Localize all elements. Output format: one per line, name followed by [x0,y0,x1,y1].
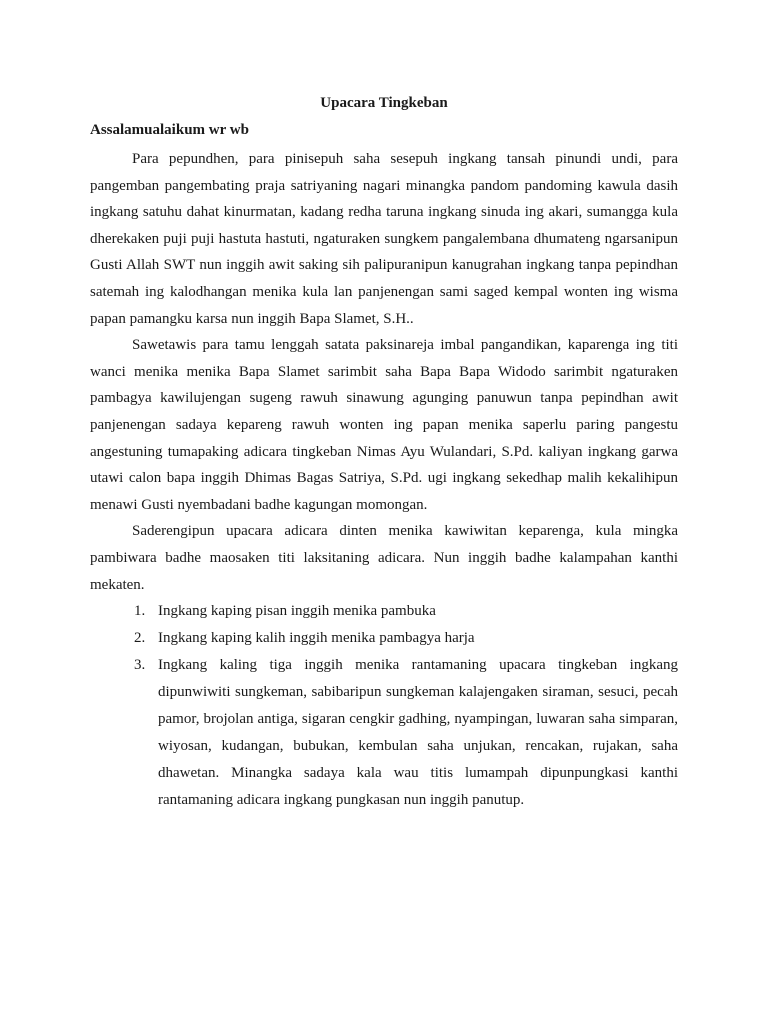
list-item [90,652,678,814]
greeting-line: Assalamualaikum wr wb [90,122,249,138]
list-number: 2. [134,630,146,647]
agenda-list [90,598,678,814]
paragraph-agenda-intro: Saderengipun upacara adicara dinten menika kawiwitan keparenga, kula mingka pambiwara badhe maosaken titi laksitaning adicara. Nun inggih badhe kalampahan kanthi mekaten. [90,523,678,593]
list-text: Ingkang kaping pisan inggih menika pambuka [158,603,436,620]
list-item [90,598,678,625]
list-text: Ingkang kaling tiga inggih menika rantamaning upacara tingkeban ingkang dipunwiwiti sungkeman, sabibaripun sungkeman kalajengaken siraman, sesuci, pecah pamor, brojolan antiga, sigaran cengkir gadhing, nyampingan, luwaran saha simparan, wiyosan, kudangan, bubukan, kembulan saha unjukan, rencakan, rujakan, saha dhawetan. Minangka sadaya kala wau titis lumampah dipunpungkasi kanthi rantamaning adicara ingkang pungkasan nun inggih panutup. [158,657,678,809]
paragraph-opening: Para pepundhen, para pinisepuh saha sesepuh ingkang tansah pinundi undi, para pangemban pangembating praja satriyaning nagari minangka pandom pandoming kawula dasih ingkang satuhu dahat kinurmatan, kadang redha taruna ingkang sinuda ing akari, sumangga kula dherekaken puji puji hastuta hastuti, ngaturaken sungkem pangalembana dhumateng ngarsanipun Gusti Allah SWT nun inggih awit saking sih palipuranipun kanugrahan ingkang tanpa pepindhan satemah ing kalodhangan menika kula lan panjenengan sami saged kempal wonten ing wisma papan pamangku karsa nun inggih Bapa Slamet, S.H.. [90,151,678,327]
list-number: 1. [134,603,146,620]
list-number: 3. [134,657,146,674]
document-title: Upacara Tingkeban [320,95,448,111]
list-item [90,625,678,652]
paragraph-welcome: Sawetawis para tamu lenggah satata paksinareja imbal pangandikan, kaparenga ing titi wanci menika menika Bapa Slamet sarimbit saha Bapa Bapa Widodo sarimbit ngaturaken pambagya kawilujengan sugeng rawuh sinawung agunging panuwun tanpa pepindhan awit panjenengan sadaya kepareng rawuh wonten ing papan menika saperlu paring pangestu angestuning tumapaking adicara tingkeban Nimas Ayu Wulandari, S.Pd. kaliyan ingkang garwa utawi calon bapa inggih Dhimas Bagas Satriya, S.Pd. ugi ingkang sekedhap malih kekalihipun menawi Gusti nyembadani badhe kagungan momongan. [90,337,678,513]
list-text: Ingkang kaping kalih inggih menika pambagya harja [158,630,475,647]
